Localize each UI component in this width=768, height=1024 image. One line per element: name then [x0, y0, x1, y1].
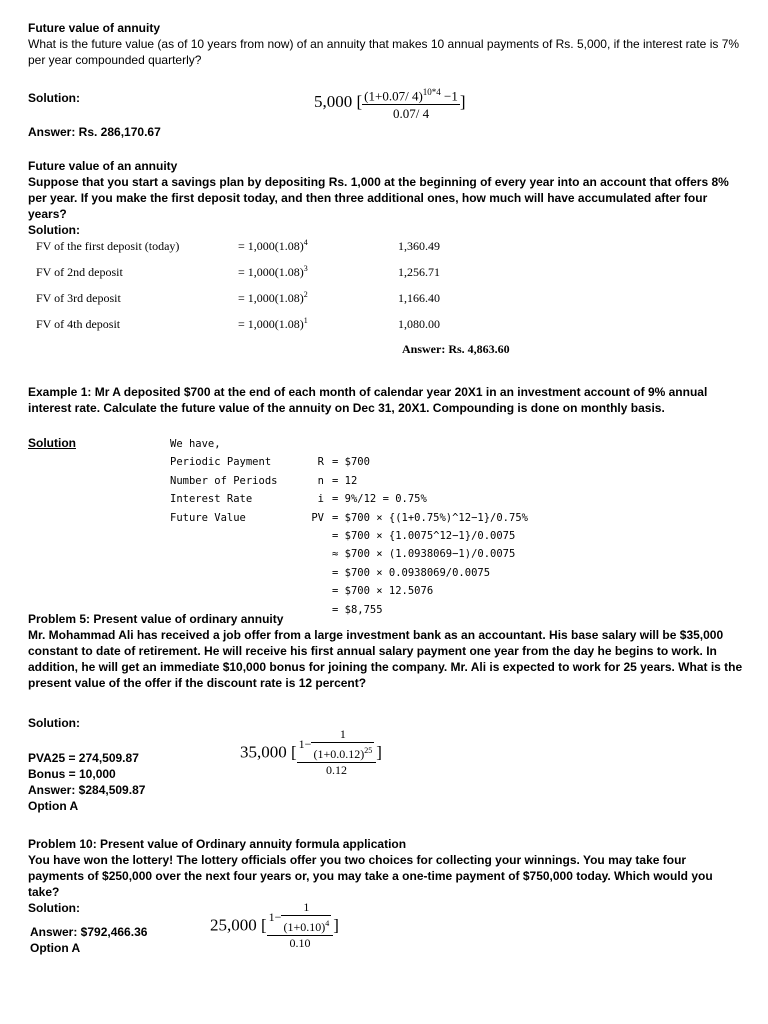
solution-results	[30, 924, 147, 956]
section-title: Future value of annuity	[28, 21, 161, 35]
formula-numerator-tail: −1	[440, 88, 458, 104]
solution-label: Solution	[28, 436, 76, 450]
question-text: You have won the lottery! The lottery officials offer you two choices for collecting your winnings. You may take four payments of $250,000 over the next four years or, you may take a one-time payment of $750,000 today. Which would you take?	[28, 853, 713, 899]
formula-exponent: 10*4	[422, 87, 441, 97]
table-row	[36, 233, 440, 259]
formula-close-bracket: ]	[376, 742, 382, 762]
option-text: Option A	[28, 799, 79, 813]
fv-deposit-table	[36, 233, 440, 337]
row-expression: = $1,000(1.08)^2$	[238, 290, 308, 305]
question-text: Suppose that you start a savings plan by depositing Rs. 1,000 at the beginning of every year into an account that offers 8% per year. If you make the first deposit today, and then three additional ones, how much will have accumulated after four years?	[28, 175, 729, 221]
inner-exponent: 4	[325, 919, 330, 928]
solution-results	[28, 750, 145, 814]
inner-numerator: 1	[303, 900, 310, 914]
answer-text: Answer: Rs. 4,863.60	[402, 342, 510, 356]
formula-coefficient: 35,000 [	[240, 742, 297, 762]
formula-numerator: (1+0.07/ 4)	[364, 88, 423, 104]
row-label: FV of 3rd deposit	[36, 290, 121, 305]
calc-line: We have,	[170, 438, 221, 450]
row-expression: = $1,000(1.08)^1$	[238, 316, 308, 331]
formula-close-bracket: ]	[333, 915, 339, 935]
formula-coefficient: 5,000 [	[314, 92, 363, 112]
row-value: 1,256.71	[398, 264, 440, 279]
answer-text: Answer: Rs. 286,170.67	[28, 125, 161, 139]
inner-exponent: 25	[364, 746, 373, 755]
answer-text: Answer: $284,509.87	[28, 783, 146, 797]
calc-line: ≈ $700 × (1.0938069−1)/0.0075	[332, 548, 516, 561]
example-1-question: Example 1: Mr A deposited $700 at the end of each month of calendar year 20X1 in an investment account of 9% annual interest rate. Calculate the future value of the annuity on Dec 31, 20X1. Compounding is done on monthly basis.	[28, 385, 708, 415]
row-value: 1,080.00	[398, 316, 440, 331]
inner-denominator: (1+0.0.12)	[313, 747, 365, 761]
table-row	[36, 285, 440, 311]
calc-line: = $700 × {1.0075^12−1}/0.0075	[332, 530, 516, 543]
row-label: FV of the first deposit (today)	[36, 238, 180, 253]
row-label: FV of 4th deposit	[36, 316, 121, 331]
formula-denominator: 0.10	[267, 935, 334, 951]
formula-fv-annuity	[314, 84, 466, 122]
section-problem-10	[28, 836, 744, 916]
question-text: What is the future value (as of 10 years from now) of an annuity that makes 10 annual payments of Rs. 5,000, if the interest rate is 7% per year compounded quarterly?	[28, 37, 740, 67]
question-text: Mr. Mohammad Ali has received a job offer from a large investment bank as an accountant. His base salary will be $35,000 constant to date of retirement. He will receive his first annual salary payment one year from the day he begins to work. In addition, he will get an immediate $10,000 bonus for joining the company. Mr. Ali is expected to work for 25 years. What is the present value of the offer if the discount rate is 12 percent?	[28, 628, 743, 690]
table-row	[36, 311, 440, 337]
solution-label: Solution:	[28, 223, 80, 237]
calc-line: Number of Periods n = 12	[170, 474, 358, 487]
solution-label: Solution:	[28, 901, 80, 915]
calc-line: Future Value PV = $700 × {(1+0.75%)^12−1}/0.75%	[170, 511, 528, 524]
formula-one-minus: 1−	[298, 737, 312, 751]
calc-line: Interest Rate i = 9%/12 = 0.75%	[170, 493, 427, 506]
calc-line: = $700 × 0.0938069/0.0075	[332, 566, 491, 579]
formula-pva	[240, 727, 382, 778]
row-value: 1,360.49	[398, 238, 440, 253]
formula-denominator: 0.12	[297, 762, 377, 778]
row-expression: = $1,000(1.08)^4$	[238, 238, 308, 253]
inner-numerator: 1	[339, 727, 346, 741]
section-problem-5	[28, 611, 744, 691]
section-future-value-annuity	[28, 20, 744, 68]
row-expression: = $1,000(1.08)^3$	[238, 264, 308, 279]
section-title: Future value of an annuity	[28, 159, 178, 173]
calc-line: = $8,755	[332, 603, 383, 616]
section-title: Problem 5: Present value of ordinary annuity	[28, 612, 284, 626]
example-1-calculation	[168, 434, 530, 620]
answer-text: Answer: $792,466.36	[30, 925, 148, 939]
formula-lottery-pva	[210, 900, 339, 951]
calc-line: = $700 × 12.5076	[332, 585, 434, 598]
option-text: Option A	[30, 941, 81, 955]
bonus-value: Bonus = 10,000	[28, 767, 116, 781]
section-title: Problem 10: Present value of Ordinary annuity formula application	[28, 837, 407, 851]
row-value: 1,166.40	[398, 290, 440, 305]
solution-label: Solution:	[28, 91, 80, 105]
calc-line: Periodic Payment R = $700	[170, 456, 370, 469]
row-label: FV of 2nd deposit	[36, 264, 123, 279]
table-row	[36, 259, 440, 285]
pva-value: PVA25 = 274,509.87	[28, 751, 139, 765]
solution-label: Solution:	[28, 716, 80, 730]
formula-coefficient: 25,000 [	[210, 915, 267, 935]
formula-close-bracket: ]	[459, 92, 466, 112]
section-savings-plan	[28, 158, 744, 238]
inner-denominator: (1+0.10)	[283, 920, 326, 934]
formula-denominator: 0.07/ 4	[362, 104, 460, 122]
formula-one-minus: 1−	[268, 910, 282, 924]
